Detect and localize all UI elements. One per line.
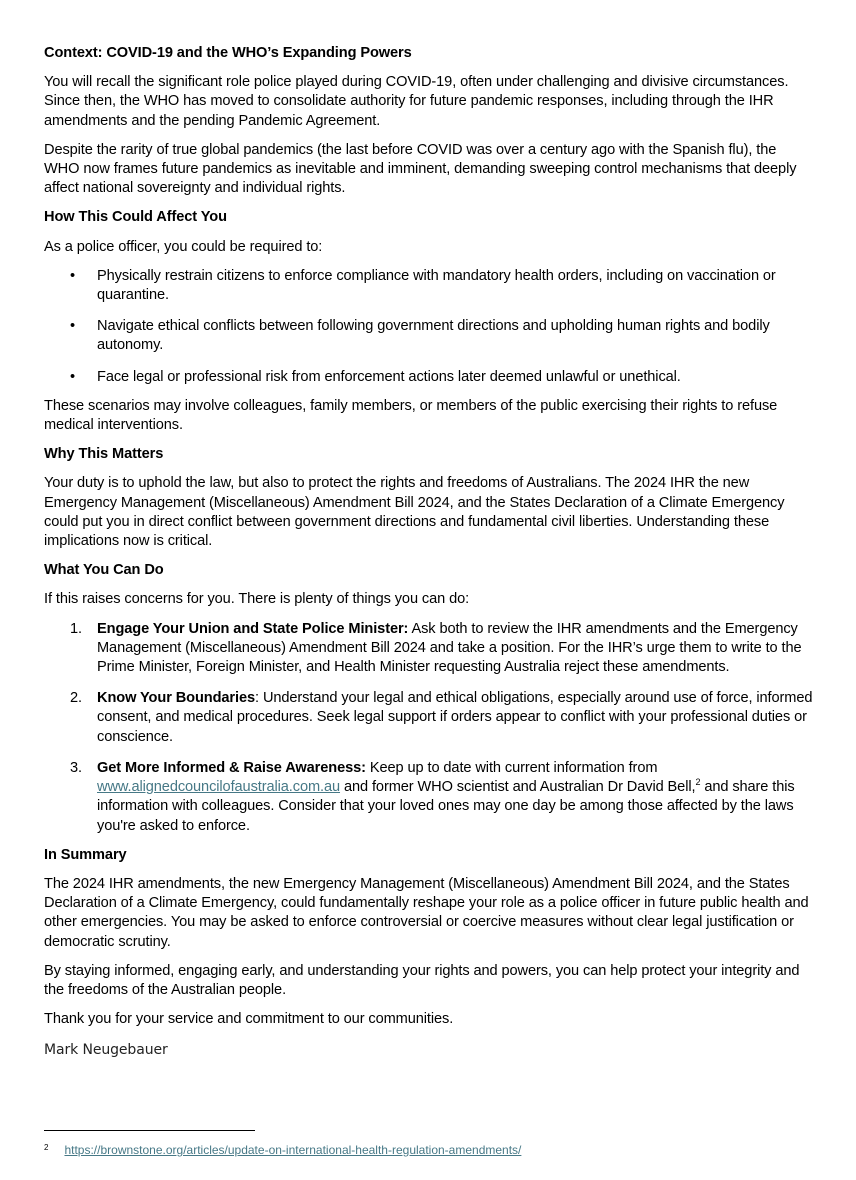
step-text: and former WHO scientist and Australian Dr David Bell, xyxy=(340,779,696,796)
bullet-text: Face legal or professional risk from enforcement actions later deemed unlawful or unethical. xyxy=(97,368,681,385)
step-title: Know Your Boundaries xyxy=(97,690,256,707)
affect-bullet-list xyxy=(44,267,814,387)
step-text: Understand your legal and ethical obligations, especially around use of force, informed consent, and medical procedures. Seek legal support if orders appear to conflict with your professional duties or conscience. xyxy=(97,690,813,745)
bullet-text: Navigate ethical conflicts between following government directions and upholding human rights and bodily autonomy. xyxy=(97,318,770,354)
list-item-step-3 xyxy=(44,759,814,836)
heading-summary: In Summary xyxy=(44,846,127,863)
brownstone-footnote-link[interactable]: https://brownstone.org/articles/update-on-international-health-regulation-amendments/ xyxy=(64,1143,522,1157)
document-page xyxy=(44,44,814,1061)
heading-what: What You Can Do xyxy=(44,562,164,579)
step-text: and share this information with colleagues. Consider that your loved ones may one day be among those affected by the laws you're asked to enforce. xyxy=(97,779,795,834)
list-item xyxy=(44,267,814,305)
footnote-reference[interactable]: 2 xyxy=(695,777,701,788)
bullet-icon: • xyxy=(70,368,76,385)
list-item-step-1 xyxy=(44,620,814,678)
step-title: Engage Your Union and State Police Minister: xyxy=(97,620,409,637)
list-item-step-2 xyxy=(44,689,814,747)
why-paragraph: Your duty is to uphold the law, but also to protect the rights and freedoms of Australians. The 2024 IHR the new Emergency Management (Miscellaneous) Amendment Bill 2024, and the States Declaration of a Climate Emergency could put you in direct conflict between government directions and fundamental civil liberties. Understanding these implications now is critical. xyxy=(44,475,785,550)
step-text: Ask both to review the IHR amendments and the Emergency Management (Miscellaneous) Amendment Bill 2024 and take a position. For the IHR’s urge them to write to the Prime Minister, Foreign Minister, and Health Minister requesting Australia reject these amendments. xyxy=(97,620,802,676)
step-number: 2. xyxy=(70,690,82,707)
summary-paragraph-1: The 2024 IHR amendments, the new Emergency Management (Miscellaneous) Amendment Bill 2024, and the States Declaration of a Climate Emergency, could fundamentally reshape your role as a police officer in future public health and other emergencies. You may be asked to enforce controversial or coercive measures without clear legal justification or democratic scrutiny. xyxy=(44,875,809,950)
summary-paragraph-2: By staying informed, engaging early, and understanding your rights and powers, you can help protect your integrity and the freedoms of the Australian people. xyxy=(44,962,800,998)
step-title-suffix: : xyxy=(255,690,259,707)
signature: Mark Neugebauer xyxy=(44,1042,168,1059)
context-paragraph-2: Despite the rarity of true global pandemics (the last before COVID was over a century ago with the Spanish flu), the WHO now frames future pandemics as inevitable and imminent, demanding sweeping control mechanisms that deeply affect national sovereignty and individual rights. xyxy=(44,141,797,197)
list-item xyxy=(44,368,814,387)
affect-intro: As a police officer, you could be required to: xyxy=(44,238,323,255)
list-item xyxy=(44,317,814,355)
bullet-icon: • xyxy=(70,318,76,335)
affect-outro: These scenarios may involve colleagues, family members, or members of the public exercising their rights to refuse medical interventions. xyxy=(44,397,778,434)
step-number: 3. xyxy=(70,759,82,776)
bullet-text: Physically restrain citizens to enforce compliance with mandatory health orders, including on vaccination or quarantine. xyxy=(97,267,776,304)
step-title: Get More Informed & Raise Awareness: xyxy=(97,759,366,776)
footnote-number: 2 xyxy=(44,1143,49,1152)
heading-context: Context: COVID-19 and the WHO’s Expanding Powers xyxy=(44,45,412,61)
footnote xyxy=(44,1143,521,1157)
step-number: 1. xyxy=(70,620,82,637)
what-intro: If this raises concerns for you. There is plenty of things you can do: xyxy=(44,591,470,608)
heading-why: Why This Matters xyxy=(44,446,164,463)
action-steps-list xyxy=(44,620,814,836)
footnote-divider xyxy=(44,1130,255,1131)
context-paragraph-1: You will recall the significant role police played during COVID-19, often under challenging and divisive circumstances. Since then, the WHO has moved to consolidate authority for future pandemic responses, including through the IHR amendments and the pending Pandemic Agreement. xyxy=(44,74,789,129)
summary-paragraph-3: Thank you for your service and commitment to our communities. xyxy=(44,1011,454,1028)
bullet-icon: • xyxy=(70,267,76,284)
heading-affect: How This Could Affect You xyxy=(44,209,227,226)
step-text: Keep up to date with current information from xyxy=(365,759,658,776)
aligned-council-link[interactable]: www.alignedcouncilofaustralia.com.au xyxy=(97,779,341,796)
